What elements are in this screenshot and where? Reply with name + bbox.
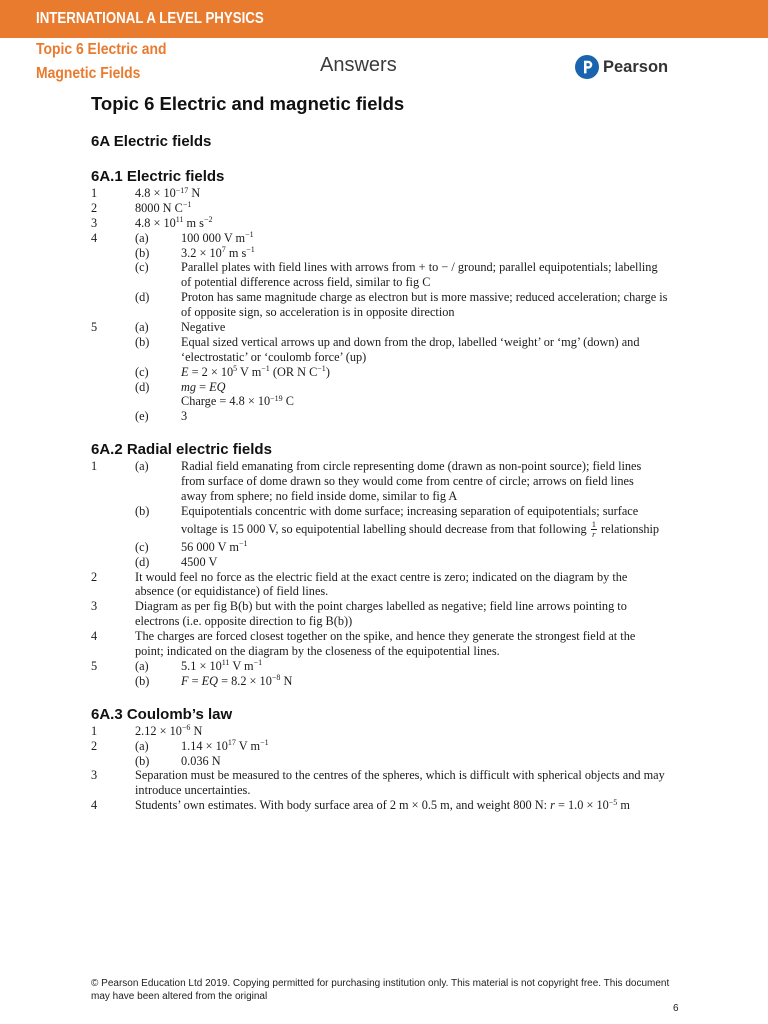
number-spacer [91,290,135,305]
answer-line [91,783,731,798]
copyright-footer [91,977,669,1003]
answer-body-text [181,380,226,395]
answer-body-text [135,186,200,201]
answer-text: 4500 V [181,554,218,569]
answer-body-text [181,290,667,305]
answer-line [91,394,731,409]
fraction [591,520,597,539]
answers-body [91,168,731,813]
topic-title-line-2: Magnetic Fields [36,65,141,82]
part-label: (a) [135,320,149,335]
italic-symbol: EQ [201,673,219,688]
answer-body-text [181,519,659,540]
answer-line [91,584,731,599]
answer-text: C [282,394,294,409]
number-spacer [91,275,135,290]
part-label: (a) [135,658,149,673]
answer-body-text [181,540,247,555]
italic-symbol: mg [181,379,197,394]
answer-line [91,540,731,555]
answer-line [91,186,731,201]
answer-text: The charges are forced closest together on the spike, and hence they generate the strongest field at the [135,629,636,644]
superscript: 5 [233,364,238,374]
answer-line [91,724,731,739]
label-spacer [135,474,181,489]
answer-section [91,441,731,688]
superscript: −1 [182,200,192,210]
answer-body-text [135,798,630,813]
answer-text: introduce uncertainties. [135,783,251,798]
superscript: 7 [221,245,226,255]
answer-text: 8000 N C [135,200,183,215]
number-spacer [91,350,135,365]
answer-text: Proton has same magnitude charge as electron but is more massive; reduced acceleration; charge is [181,290,668,305]
brand-wordmark: Pearson [603,58,669,76]
question-number: 4 [91,629,98,644]
answer-text: voltage is 15 000 V, so equipotential labelling should decrease from that following [181,521,590,536]
question-number: 3 [91,768,98,783]
label-spacer [135,350,181,365]
superscript: 11 [175,215,184,225]
number-spacer [91,540,135,555]
superscript: −1 [245,230,254,240]
answer-body-text [135,570,627,585]
answer-body-text [181,489,457,504]
part-label: (a) [135,230,149,245]
answer-text: 2.12 × 10 [135,723,182,738]
answer-text: 3 [181,409,188,424]
answer-text: 3.2 × 10 [181,245,222,260]
answer-text: Equipotentials concentric with dome surface; increasing separation of equipotentials; surface [181,503,639,518]
label-spacer [135,275,181,290]
part-label: (b) [135,673,150,688]
number-spacer [91,644,135,659]
answer-text: = 2 × 10 [188,364,234,379]
answer-text: It would feel no force as the electric field at the exact centre is zero; indicated on the diagram by the [135,569,628,584]
part-label: (b) [135,245,150,260]
answer-line [91,614,731,629]
answer-body-text [135,783,250,798]
question-number: 1 [91,723,98,738]
pearson-logo [575,55,668,79]
answer-text: N [280,673,293,688]
answer-text: of potential difference across field, similar to fig C [181,275,431,290]
answer-line [91,570,731,585]
question-number: 2 [91,569,98,584]
answer-line [91,519,731,540]
answer-text: Equal sized vertical arrows up and down from the drop, labelled ‘weight’ or ‘mg’ (down) and [181,334,640,349]
question-number: 1 [91,459,98,474]
answer-body-text [135,584,328,599]
answer-text: Radial field emanating from circle representing dome (drawn as non-point source); field lines [181,459,642,474]
footer-line-1: © Pearson Education Ltd 2019. Copying permitted for purchasing institution only. This material is not copyright free. This document [91,977,670,989]
answer-text: V m [235,738,261,753]
answer-text: = [196,379,210,394]
answer-text: of opposite sign, so acceleration is in opposite direction [181,305,455,320]
answer-body-text [135,629,635,644]
answer-text: m s [225,245,247,260]
answer-text: Separation must be measured to the centres of the spheres, which is difficult with spherical objects and may [135,768,665,783]
answer-text: 4.8 × 10 [135,186,176,200]
answer-body-text [181,674,292,689]
answer-text: 5.1 × 10 [181,658,222,673]
superscript: −1 [246,245,255,255]
answer-text: N [188,186,201,200]
label-spacer [135,489,181,504]
answer-section [91,706,731,813]
fraction-numerator: 1 [591,519,596,530]
answer-text: m s [183,215,204,230]
answer-text: away from sphere; no field inside dome, similar to fig A [181,489,458,504]
superscript: 11 [221,658,230,668]
answer-text: = 8.2 × 10 [218,673,272,688]
answer-line [91,489,731,504]
answer-line [91,380,731,395]
number-spacer [91,489,135,504]
answer-body-text [181,555,217,570]
answer-section [91,168,731,424]
italic-symbol: F [181,673,189,688]
answer-line [91,216,731,231]
answer-line [91,674,731,689]
answer-text: = [188,673,202,688]
question-number: 1 [91,186,98,200]
answer-body-text [181,739,269,754]
part-label: (c) [135,539,149,554]
italic-symbol: E [181,364,189,379]
number-spacer [91,365,135,380]
superscript: −8 [271,673,281,683]
section-heading: 6A.2 Radial electric fields [91,441,272,459]
answer-line [91,335,731,350]
answer-body-text [181,365,330,380]
part-label: (b) [135,753,150,768]
superscript: −19 [270,393,283,403]
answer-line [91,659,731,674]
answer-text: 56 000 V m [181,539,239,554]
question-number: 2 [91,200,98,215]
page-number: 6 [673,1002,679,1014]
answer-text: ‘electrostatic’ or ‘coulomb force’ (up) [181,349,367,364]
answer-line [91,305,731,320]
answer-line [91,320,731,335]
number-spacer [91,305,135,320]
answer-body-text [181,659,262,674]
answer-line [91,365,731,380]
superscript: −1 [261,364,270,374]
chapter-heading: 6A Electric fields [91,133,212,150]
superscript: −1 [317,364,326,374]
part-label: (c) [135,260,149,275]
answer-body-text [181,754,221,769]
superscript: −5 [608,797,618,807]
answer-text: from surface of dome drawn so they would come from centre of circle; arrows on field lines [181,474,634,489]
question-number: 4 [91,798,98,813]
part-label: (b) [135,334,150,349]
answer-line [91,459,731,474]
answer-text: point; indicated on the diagram by the closeness of the equipotential lines. [135,644,500,659]
number-spacer [91,260,135,275]
section-heading: 6A.3 Coulomb’s law [91,705,233,723]
answer-body-text [181,459,641,474]
part-label: (d) [135,290,150,305]
answer-text: Negative [181,320,226,335]
answer-text: V m [237,364,262,379]
superscript: −2 [203,215,213,225]
answer-text: relationship [597,521,660,536]
answer-text: (OR N C [269,364,318,379]
answer-line [91,246,731,261]
answer-text: 100 000 V m [181,230,246,245]
pearson-logo-icon [575,55,599,79]
part-label: (c) [135,364,149,379]
answer-body-text [135,599,627,614]
number-spacer [91,394,135,409]
question-number: 5 [91,320,98,335]
answer-body-text [181,305,455,320]
part-label: (a) [135,738,149,753]
answer-line [91,644,731,659]
answer-text: Parallel plates with field lines with arrows from + to − / ground; parallel equipotentials; labelling [181,260,658,275]
answer-body-text [135,614,352,629]
answer-text: Diagram as per fig B(b) but with the point charges labelled as negative; field line arrows pointing to [135,599,627,614]
question-number: 3 [91,599,98,614]
number-spacer [91,754,135,769]
topic-title-line-1: Topic 6 Electric and [36,41,167,58]
answer-text: electrons (i.e. opposite direction to fig B(b)) [135,614,353,629]
number-spacer [91,335,135,350]
answer-body-text [181,350,366,365]
answer-text: absence (or equidistance) of field lines. [135,584,329,599]
answer-body-text [181,260,658,275]
number-spacer [91,555,135,570]
number-spacer [91,674,135,689]
label-spacer [135,519,181,540]
part-label: (d) [135,554,150,569]
page-title: Topic 6 Electric and magnetic fields [91,93,405,114]
question-number: 5 [91,658,98,673]
part-label: (e) [135,409,149,424]
answer-body-text [181,409,187,424]
number-spacer [91,409,135,424]
answer-body-text [135,201,191,216]
number-spacer [91,474,135,489]
answer-body-text [135,216,212,231]
label-spacer [135,305,181,320]
answer-line [91,798,731,813]
section-heading: 6A.1 Electric fields [91,168,225,185]
answer-line [91,504,731,519]
number-spacer [91,614,135,629]
superscript: 17 [227,738,236,748]
superscript: −1 [253,658,263,668]
answer-body-text [135,768,665,783]
answer-line [91,350,731,365]
answer-body-text [181,335,639,350]
answer-text: 0.036 N [181,753,221,768]
part-label: (a) [135,459,149,474]
answer-text: N [190,723,203,738]
answer-line [91,260,731,275]
question-number: 3 [91,215,98,230]
answer-line [91,599,731,614]
answer-body-text [181,474,634,489]
topic-title [36,38,186,86]
answer-text: 1.14 × 10 [181,738,228,753]
number-spacer [91,519,135,540]
answer-line [91,754,731,769]
number-spacer [91,380,135,395]
answer-line [91,629,731,644]
answer-body-text [135,644,500,659]
label-spacer [135,394,181,409]
question-number: 4 [91,230,98,245]
superscript: −1 [238,539,248,549]
answer-text: Students’ own estimates. With body surface area of 2 m × 0.5 m, and weight 800 N: [135,798,551,813]
italic-symbol: r [550,798,555,813]
answer-body-text [181,246,255,261]
answer-line [91,739,731,754]
answer-line [91,474,731,489]
part-label: (d) [135,379,150,394]
banner-title: INTERNATIONAL A LEVEL PHYSICS [36,10,264,27]
answer-line [91,555,731,570]
answer-line [91,275,731,290]
superscript: −6 [181,723,191,733]
answer-body-text [135,724,202,739]
answer-text: Charge = 4.8 × 10 [181,394,271,409]
superscript: −1 [260,738,269,748]
answer-text: = 1.0 × 10 [554,798,609,813]
answer-body-text [181,320,225,335]
number-spacer [91,584,135,599]
answer-body-text [181,231,254,246]
fraction-denominator: r [592,529,596,540]
question-number: 2 [91,738,98,753]
part-label: (b) [135,503,150,518]
answer-line [91,290,731,305]
answer-text: m [617,798,630,813]
answer-line [91,409,731,424]
answer-line [91,201,731,216]
answer-text: V m [229,658,254,673]
top-banner [0,0,768,38]
answer-line [91,231,731,246]
italic-symbol: EQ [209,379,226,394]
answer-line [91,768,731,783]
answer-body-text [181,275,430,290]
answer-text: 4.8 × 10 [135,215,176,230]
footer-line-2: may have been altered from the original [91,990,268,1002]
document-label: Answers [320,54,397,76]
superscript: −17 [175,185,189,195]
answer-text: ) [325,364,330,379]
answer-body-text [181,504,638,519]
number-spacer [91,246,135,261]
answer-body-text [181,394,294,409]
number-spacer [91,504,135,519]
number-spacer [91,783,135,798]
